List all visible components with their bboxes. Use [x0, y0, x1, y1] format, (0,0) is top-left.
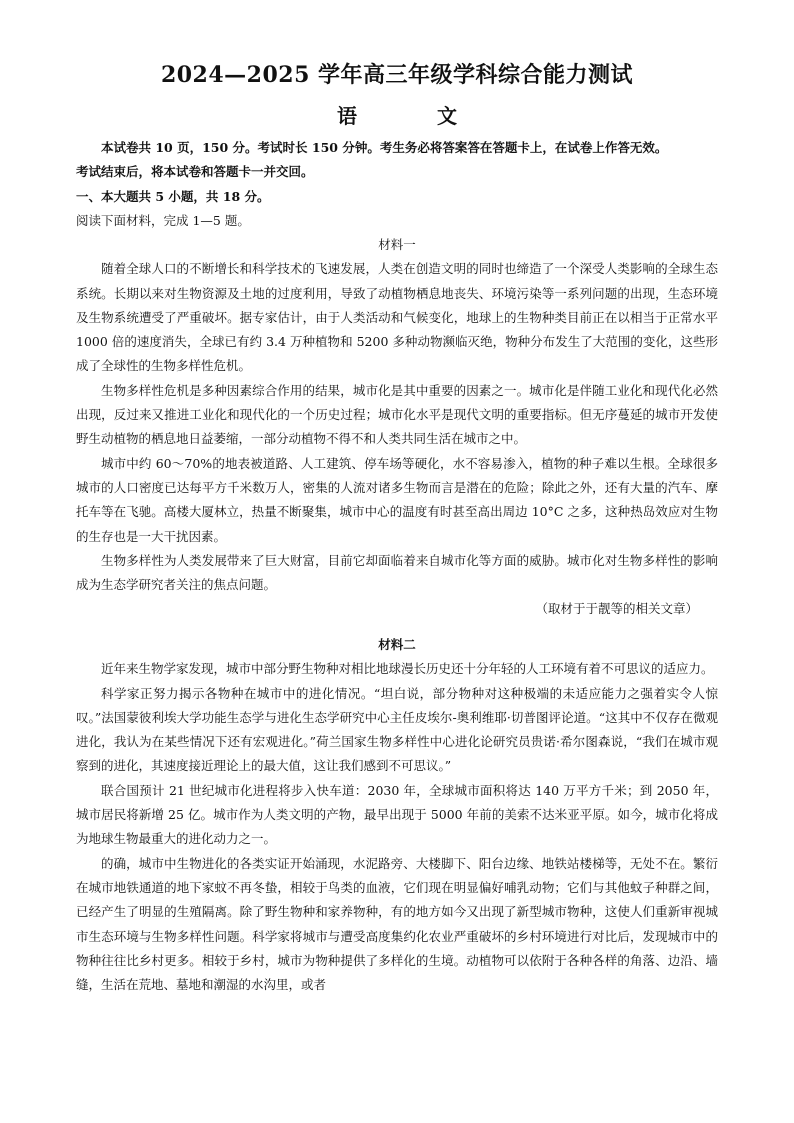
material-one-paragraph: 生物多样性为人类发展带来了巨大财富，目前它却面临着来自城市化等方面的威胁。城市化对生物多样性的影响成为生态学研究者关注的焦点问题。 [76, 552, 718, 593]
instruction-line-1: 本试卷共 10 页，150 分。考试时长 150 分钟。考生务必将答案答在答题卡上，在试卷上作答无效。 [101, 140, 668, 155]
material-two [76, 633, 718, 997]
material-two-paragraph: 近年来生物学家发现，城市中部分野生物种对相比地球漫长历史还十分年轻的人工环境有着不可思议的适应力。 [101, 661, 714, 677]
material-two-paragraph: 科学家正努力揭示各物种在城市中的进化情况。“坦白说，部分物种对这种极端的未适应能力之强着实令人惊叹。”法国蒙彼利埃大学功能生态学与进化生态学研究中心主任皮埃尔-奥利维耶·切普图评论道。“这其中不仅存在微观进化，我认为在某些情况下还有宏观进化。”荷兰国家生物多样性中心进化论研究员贵诺·希尔图森说，“我们在城市观察到的进化，其速度接近理论上的最大值，这让我们感到不可思议。” [76, 685, 718, 774]
exam-title: 2024—2025 学年高三年级学科综合能力测试 [160, 62, 634, 88]
material-two-paragraph: 联合国预计 21 世纪城市化进程将步入快车道：2030 年，全球城市面积将达 140 万平方千米；到 2050 年，城市居民将新增 25 亿。城市作为人类文明的产物，最早出现于 5000 年前的美索不达米亚平原。如今，城市化将成为地球生物最重大的进化动力之一。 [76, 782, 718, 847]
material-one [76, 233, 718, 622]
instructions-block [76, 136, 718, 233]
material-one-title: 材料一 [378, 237, 416, 252]
subject-title: 语 文 [337, 104, 487, 128]
part-heading: 一、本大题共 5 小题，共 18 分。 [76, 188, 270, 204]
material-one-source: （取材于于靓等的相关文章） [535, 601, 698, 617]
material-two-paragraph: 的确，城市中生物进化的各类实证开始涌现，水泥路旁、大楼脚下、阳台边缘、地铁站楼梯等，无处不在。繁衍在城市地铁通道的地下家蚊不再冬蛰，相较于鸟类的血液，它们现在明显偏好哺乳动物；它们与其他蚊子种群之间，已经产生了明显的生殖隔离。除了野生物种和家养物种，有的地方如今又出现了新型城市物种，这使人们重新审视城市生态环境与生物多样性问题。科学家将城市与遭受高度集约化农业严重破坏的乡村环境进行对比后，发现城市中的物种往往比乡村更多。相较于乡村，城市为物种提供了多样化的生境。动植物可以依附于各种各样的角落、边沿、墙缝，生活在荒地、墓地和潮湿的水沟里，或者 [76, 855, 718, 993]
material-two-title: 材料二 [378, 637, 416, 652]
material-one-paragraph: 随着全球人口的不断增长和科学技术的飞速发展，人类在创造文明的同时也缔造了一个深受人类影响的全球生态系统。长期以来对生物资源及土地的过度利用，导致了动植物栖息地丧失、环境污染等一系列问题的出现，生态环境及生物系统遭受了严重破坏。据专家估计，由于人类活动和气候变化，地球上的生物种类目前正在以相当于正常水平 1000 倍的速度消失，全球已有约 3.4 万种植物和 5200 多种动物濒临灭绝，物种分布发生了大范围的变化，这些形成了全球性的生物多样性危机。 [76, 261, 718, 374]
instruction-line-2: 考试结束后，将本试卷和答题卡一并交回。 [76, 164, 314, 180]
material-one-paragraph: 城市中约 60～70%的地表被道路、人工建筑、停车场等硬化，水不容易渗入，植物的种子难以生根。全球很多城市的人口密度已达每平方千米数万人，密集的人流对诸多生物而言是潜在的危险；除此之外，还有大量的汽车、摩托车等在飞驰。高楼大厦林立，热量不断聚集，城市中心的温度有时甚至高出周边 10°C 之多，这种热岛效应对生物的生存也是一大干扰因素。 [76, 455, 718, 544]
material-one-paragraph: 生物多样性危机是多种因素综合作用的结果，城市化是其中重要的因素之一。城市化是伴随工业化和现代化必然出现，反过来又推进工业化和现代化的一个历史过程；城市化水平是现代文明的重要指标。但无序蔓延的城市开发使野生动植物的栖息地日益萎缩，一部分动植物不得不和人类共同生活在城市之中。 [76, 382, 718, 447]
part-prompt: 阅读下面材料，完成 1—5 题。 [76, 212, 250, 228]
